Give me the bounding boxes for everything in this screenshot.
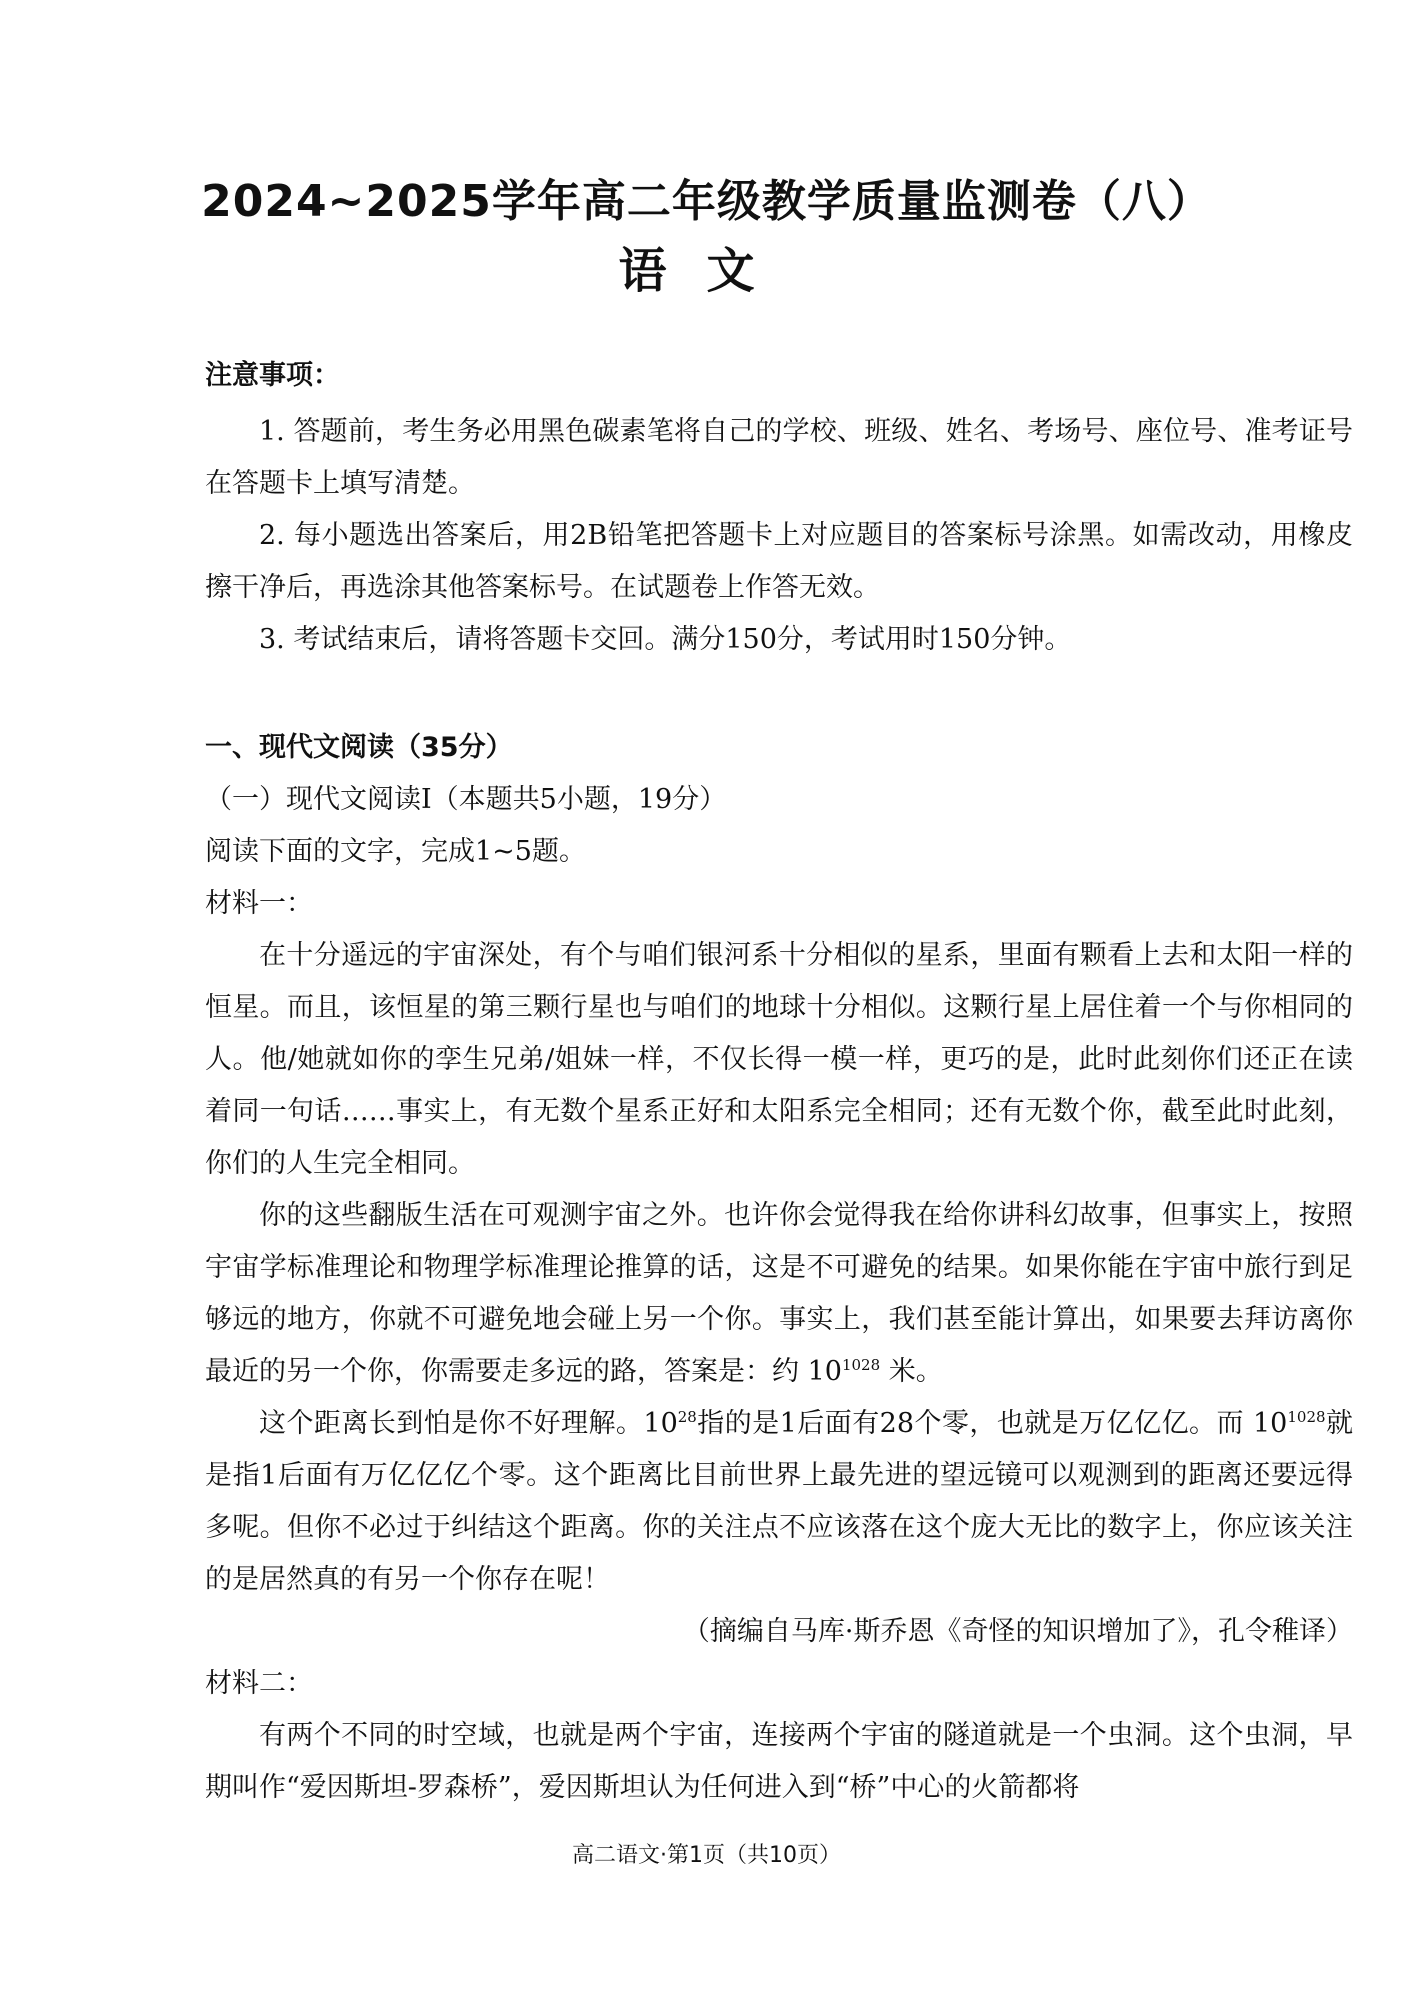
material-1-paragraph-2: 你的这些翻版生活在可观测宇宙之外。也许你会觉得我在给你讲科幻故事，但事实上，按照宇宙学标准理论和物理学标准理论推算的话，这是不可避免的结果。如果你能在宇宙中旅行到足够远的地方，你就不可避免地会碰上另一个你。事实上，我们甚至能计算出，如果要去拜访离你最近的另一个你，你需要走多远的路，答案是：约 $10^{1028}$ 米。 [205,1200,1353,1387]
material-1-paragraph-1: 在十分遥远的宇宙深处，有个与咱们银河系十分相似的星系，里面有颗看上去和太阳一样的恒星。而且，该恒星的第三颗行星也与咱们的地球十分相似。这颗行星上居住着一个与你相同的人。他/她就如你的孪生兄弟/姐妹一样，不仅长得一模一样，更巧的是，此时此刻你们还正在读着同一句话……事实上，有无数个星系正好和太阳系完全相同；还有无数个你，截至此时此刻，你们的人生完全相同。 [205,940,1353,1179]
exam-title: 2024~2025学年高二年级教学质量监测卷（八） [201,176,1212,227]
material-1-label: 材料一： [205,888,313,919]
reading-instruction: 阅读下面的文字，完成1~5题。 [205,836,586,867]
material-2-label: 材料二： [205,1668,313,1699]
page-footer: 高二语文·第1页（共10页） [572,1843,841,1868]
sub-section-heading: （一）现代文阅读Ⅰ（本题共5小题，19分） [205,784,727,815]
exam-content [205,350,1353,1814]
notice-item-2: 2. 每小题选出答案后，用2B铅笔把答题卡上对应题目的答案标号涂黑。如需改动，用橡皮擦干净后，再选涂其他答案标号。在试题卷上作答无效。 [205,520,1353,603]
material-2-paragraph-1: 有两个不同的时空域，也就是两个宇宙，连接两个宇宙的隧道就是一个虫洞。这个虫洞，早期叫作“爱因斯坦-罗森桥”，爱因斯坦认为任何进入到“桥”中心的火箭都将 [205,1720,1353,1803]
section-heading: 一、现代文阅读（35分） [205,732,513,763]
exam-subject: 语文 [618,243,795,299]
material-1-paragraph-3: 这个距离长到怕是你不好理解。$10^{28}$指的是1后面有28个零，也就是万亿亿亿。而 $10^{1028}$就是指1后面有万亿亿亿个零。这个距离比目前世界上最先进的望远镜可以观测到的距离还要远得多呢。但你不必过于纠结这个距离。你的关注点不应该落在这个庞大无比的数字上，你应该关注的是居然真的有另一个你存在呢！ [205,1408,1354,1595]
material-1-source: （摘编自马库·斯乔恩《奇怪的知识增加了》，孔令稚译） [682,1616,1353,1647]
notice-item-1: 1. 答题前，考生务必用黑色碳素笔将自己的学校、班级、姓名、考场号、座位号、准考证号在答题卡上填写清楚。 [205,416,1353,499]
section-modern-reading [205,722,1353,1814]
notice-heading: 注意事项： [205,360,340,391]
notice-item-3: 3. 考试结束后，请将答题卡交回。满分150分，考试用时150分钟。 [259,624,1072,655]
